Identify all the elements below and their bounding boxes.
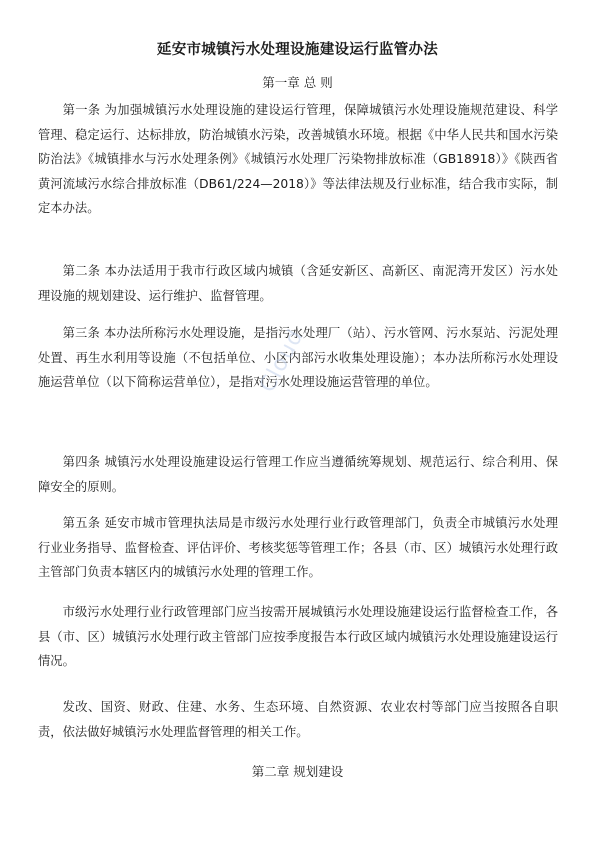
supervision-paragraph: 市级污水处理行业行政管理部门应当按需开展城镇污水处理设施建设运行监督检查工作，各县（市、区）城镇污水处理行政主管部门应按季度报告本行政区域内城镇污水处理设施建设运行情况。 [38, 605, 558, 668]
article-1-paragraph: 第一条 为加强城镇污水处理设施的建设运行管理，保障城镇污水处理设施规范建设、科学管理、稳定运行、达标排放，防治城镇水污染，改善城镇水环境。根据《中华人民共和国水污染防治法》《城镇排水与污水处理条例》《城镇污水处理厂污染物排放标准（GB18918）》《陕西省黄河流域污水综合排放标准（DB61/224—2018）》等法律法规及行业标准，结合我市实际，制定本办法。 [38, 103, 558, 215]
article-4-paragraph: 第四条 城镇污水处理设施建设运行管理工作应当遵循统筹规划、规范运行、综合利用、保障安全的原则。 [38, 455, 558, 494]
chapter-heading-2: 第二章 规划建设 [251, 764, 344, 779]
article-2-paragraph: 第二条 本办法适用于我市行政区域内城镇（含延安新区、高新区、南泥湾开发区）污水处理设施的规划建设、运行维护、监督管理。 [38, 264, 558, 303]
watermark-logo: Cloud [255, 325, 309, 397]
document-title: 延安市城镇污水处理设施建设运行监管办法 [156, 42, 439, 58]
departments-paragraph: 发改、国资、财政、住建、水务、生态环境、自然资源、农业农村等部门应当按照各自职责，依法做好城镇污水处理监督管理的相关工作。 [38, 700, 558, 739]
article-3-paragraph: 第三条 本办法所称污水处理设施，是指污水处理厂（站）、污水管网、污水泵站、污泥处理处置、再生水利用等设施（不包括单位、小区内部污水收集处理设施）；本办法所称污水处理设施运营单位（以下简称运营单位），是指对污水处理设施运营管理的单位。 [38, 326, 558, 389]
chapter-heading-1: 第一章 总 则 [262, 75, 333, 90]
article-5-paragraph: 第五条 延安市城市管理执法局是市级污水处理行业行政管理部门，负责全市城镇污水处理行业业务指导、监督检查、评估评价、考核奖惩等管理工作；各县（市、区）城镇污水处理行政主管部门负责本辖区内的城镇污水处理的管理工作。 [38, 516, 558, 579]
